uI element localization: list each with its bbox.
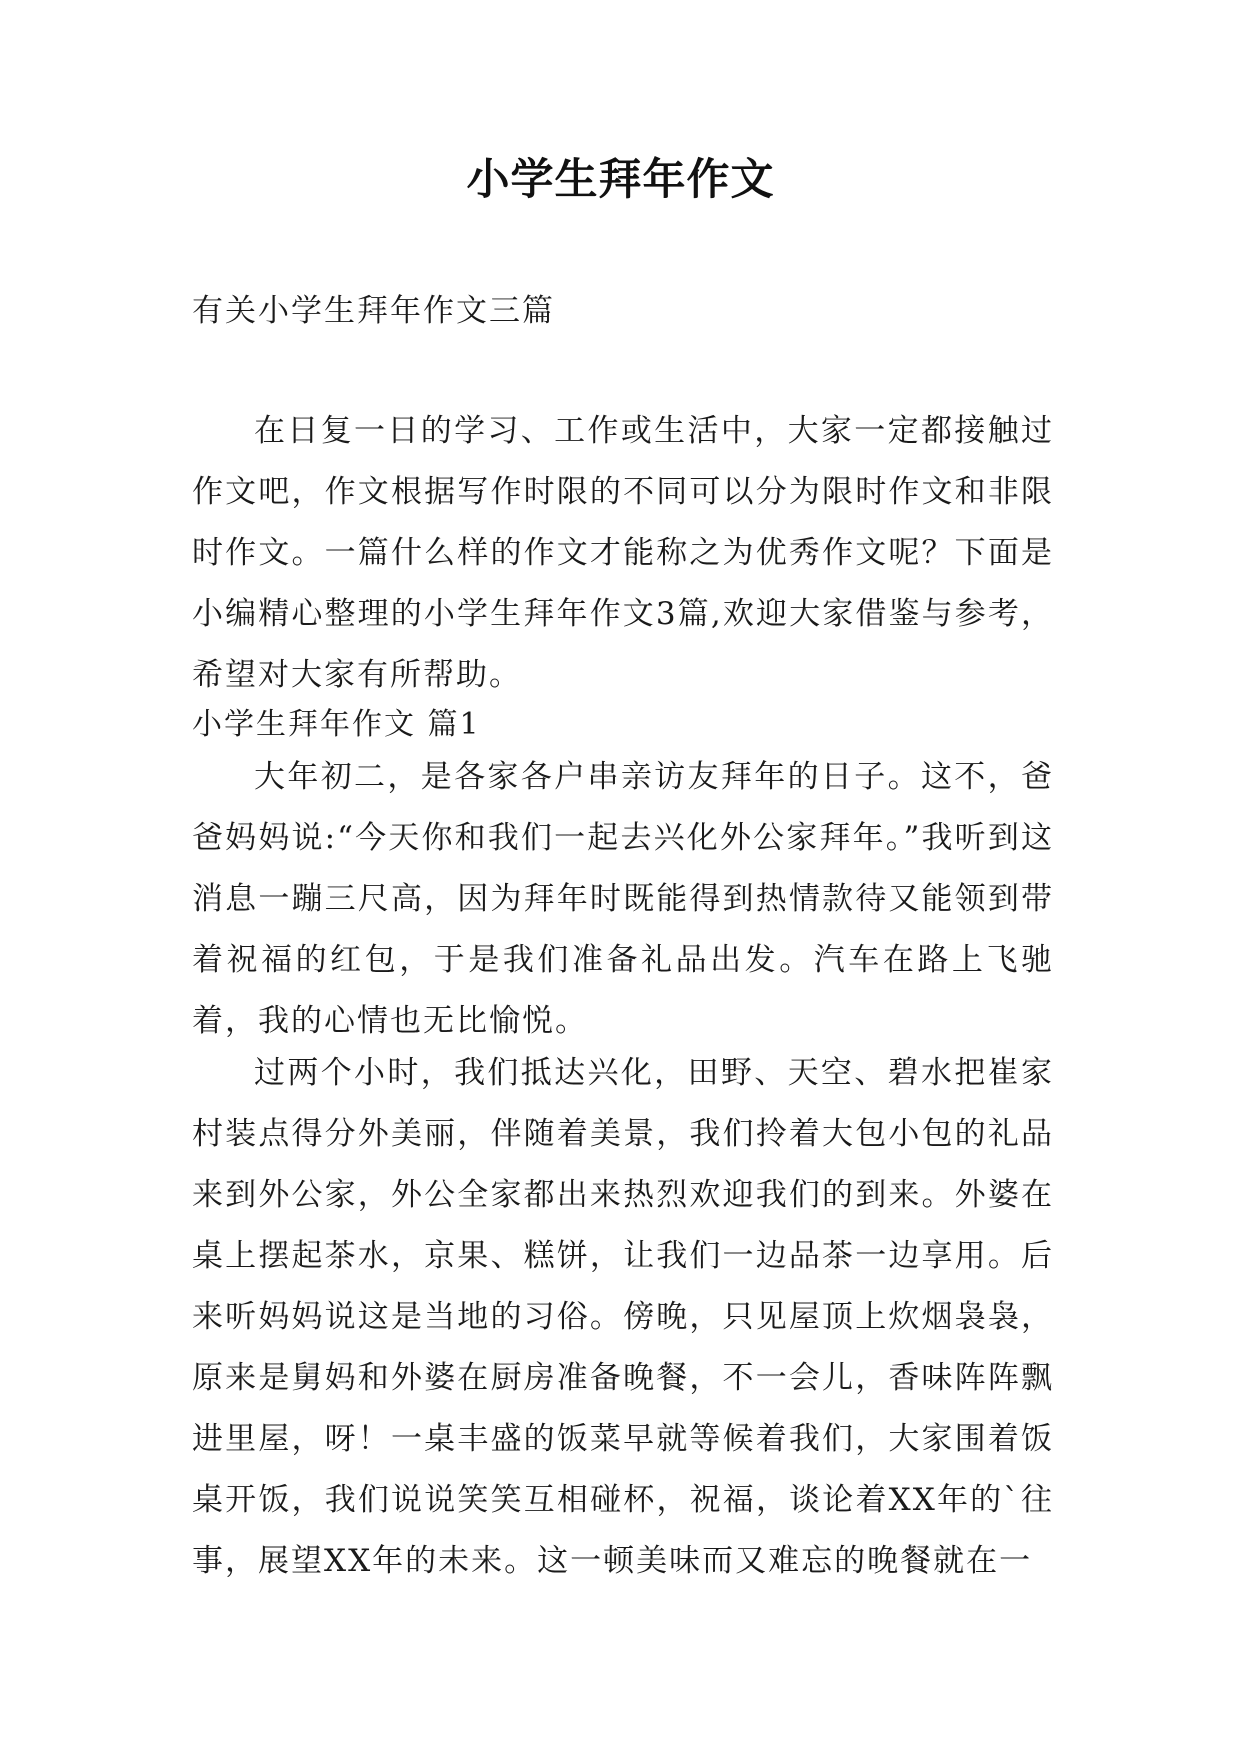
intro-paragraph: 在日复一日的学习、工作或生活中，大家一定都接触过作文吧，作文根据写作时限的不同可以分为限时作文和非限时作文。一篇什么样的作文才能称之为优秀作文呢？下面是小编精心整理的小学生拜年作文3篇,欢迎大家借鉴与参考，希望对大家有所帮助。 [192, 413, 1054, 693]
body-paragraph: 过两个小时，我们抵达兴化，田野、天空、碧水把崔家村装点得分外美丽，伴随着美景，我们拎着大包小包的礼品来到外公家，外公全家都出来热烈欢迎我们的到来。外婆在桌上摆起茶水，京果、糕饼，让我们一边品茶一边享用。后来听妈妈说这是当地的习俗。傍晚，只见屋顶上炊烟袅袅，原来是舅妈和外婆在厨房准备晚餐，不一会儿，香味阵阵飘进里屋，呀！一桌丰盛的饭菜早就等候着我们，大家围着饭桌开饭，我们说说笑笑互相碰杯，祝福，谈论着XX年的`往事，展望XX年的未来。这一顿美味而又难忘的晚餐就在一 [192, 1055, 1054, 1579]
document-title: 小学生拜年作文 [466, 155, 775, 205]
paragraph-block-1 [192, 747, 1054, 1052]
intro-paragraph-block [192, 401, 1054, 706]
paragraph-block-2 [192, 1043, 1054, 1592]
section-heading: 小学生拜年作文 篇1 [192, 707, 481, 742]
body-paragraph: 大年初二，是各家各户串亲访友拜年的日子。这不，爸爸妈妈说:“今天你和我们一起去兴化外公家拜年。”我听到这消息一蹦三尺高，因为拜年时既能得到热情款待又能领到带着祝福的红包，于是我们准备礼品出发。汽车在路上飞驰着，我的心情也无比愉悦。 [192, 759, 1054, 1039]
document-subtitle: 有关小学生拜年作文三篇 [192, 293, 555, 329]
